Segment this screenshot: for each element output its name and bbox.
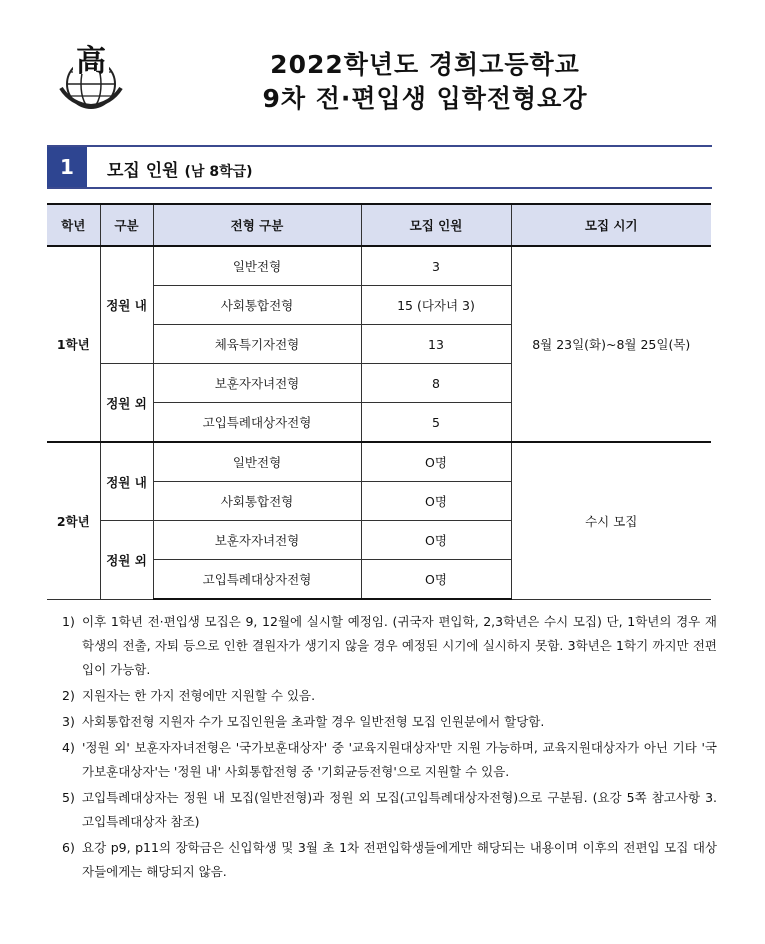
quota-value: 13 bbox=[361, 325, 511, 364]
quota-value: 3 bbox=[361, 246, 511, 286]
grade1-period: 8월 23일(화)~8월 25일(목) bbox=[511, 246, 711, 442]
note-item bbox=[62, 736, 717, 784]
note-item bbox=[62, 710, 717, 734]
note-item bbox=[62, 786, 717, 834]
section-header bbox=[47, 145, 712, 189]
quota-value: 8 bbox=[361, 364, 511, 403]
grade1-group-in: 정원 내 bbox=[100, 246, 153, 364]
recruitment-table bbox=[47, 203, 711, 600]
title-line-2: 9차 전·편입생 입학전형요강 bbox=[262, 84, 588, 113]
note-number: 5) bbox=[62, 790, 75, 805]
quota-value: O명 bbox=[361, 560, 511, 600]
note-number: 3) bbox=[62, 714, 75, 729]
header-grade: 학년 bbox=[47, 204, 100, 246]
note-text: 고입특례대상자는 정원 내 모집(일반전형)과 정원 외 모집(고입특례대상자전형)으로 구분됨. (요강 5쪽 참고사항 3. 고입특례대상자 참조) bbox=[82, 790, 717, 829]
admission-type: 고입특례대상자전형 bbox=[153, 560, 361, 600]
header-quota: 모집 인원 bbox=[361, 204, 511, 246]
admission-type: 체육특기자전형 bbox=[153, 325, 361, 364]
note-text: 요강 p9, p11의 장학금은 신입학생 및 3월 초 1차 전편입학생들에게만 해당되는 내용이며 이후의 전편입 모집 대상자들에게는 해당되지 않음. bbox=[82, 840, 717, 879]
grade1-group-out: 정원 외 bbox=[100, 364, 153, 443]
note-item bbox=[62, 610, 717, 682]
note-number: 6) bbox=[62, 840, 75, 855]
note-number: 1) bbox=[62, 614, 75, 629]
table-row bbox=[47, 246, 711, 286]
grade2-label: 2학년 bbox=[47, 442, 100, 599]
grade2-group-in: 정원 내 bbox=[100, 442, 153, 521]
note-number: 2) bbox=[62, 688, 75, 703]
header-admission-type: 전형 구분 bbox=[153, 204, 361, 246]
title-line-1: 2022학년도 경희고등학교 bbox=[270, 50, 580, 79]
note-text: 이후 1학년 전·편입생 모집은 9, 12월에 실시할 예정임. (귀국자 편입학, 2,3학년은 수시 모집) 단, 1학년의 경우 재학생의 전출, 자퇴 등으로 인한 결원자가 생기지 않을 경우 예정된 시기에 실시하지 못함. 3학년은 1학기 까지만 전편입이 가능함. bbox=[82, 614, 717, 677]
grade1-label: 1학년 bbox=[47, 246, 100, 442]
notes-list bbox=[62, 610, 717, 886]
quota-value: O명 bbox=[361, 482, 511, 521]
quota-value: O명 bbox=[361, 442, 511, 482]
grade2-period: 수시 모집 bbox=[511, 442, 711, 599]
header-category: 구분 bbox=[100, 204, 153, 246]
admission-type: 일반전형 bbox=[153, 246, 361, 286]
admission-type: 일반전형 bbox=[153, 442, 361, 482]
grade2-group-out: 정원 외 bbox=[100, 521, 153, 600]
admission-type: 사회통합전형 bbox=[153, 482, 361, 521]
admission-type: 고입특례대상자전형 bbox=[153, 403, 361, 443]
logo-text: 高 bbox=[76, 44, 106, 79]
admission-type: 보훈자자녀전형 bbox=[153, 364, 361, 403]
table-row bbox=[47, 442, 711, 482]
quota-value: O명 bbox=[361, 521, 511, 560]
section-subtitle: (남 8학급) bbox=[184, 164, 253, 180]
section-title bbox=[107, 156, 253, 181]
section-number: 1 bbox=[47, 147, 87, 187]
section-title-text: 모집 인원 bbox=[107, 161, 179, 181]
note-item bbox=[62, 836, 717, 884]
admission-type: 보훈자자녀전형 bbox=[153, 521, 361, 560]
table-header-row bbox=[47, 204, 711, 246]
school-logo-icon bbox=[55, 40, 127, 112]
quota-value: 5 bbox=[361, 403, 511, 443]
header-period: 모집 시기 bbox=[511, 204, 711, 246]
quota-value: 15 (다자녀 3) bbox=[361, 286, 511, 325]
admission-type: 사회통합전형 bbox=[153, 286, 361, 325]
note-text: '정원 외' 보훈자자녀전형은 '국가보훈대상자' 중 '교육지원대상자'만 지원 가능하며, 교육지원대상자가 아닌 기타 '국가보훈대상자'는 '정원 내' 사회통합전형 중 '기회균등전형'으로 지원할 수 있음. bbox=[82, 740, 717, 779]
note-item bbox=[62, 684, 717, 708]
note-text: 사회통합전형 지원자 수가 모집인원을 초과할 경우 일반전형 모집 인원분에서 할당함. bbox=[82, 714, 545, 729]
note-number: 4) bbox=[62, 740, 75, 755]
note-text: 지원자는 한 가지 전형에만 지원할 수 있음. bbox=[82, 688, 316, 703]
